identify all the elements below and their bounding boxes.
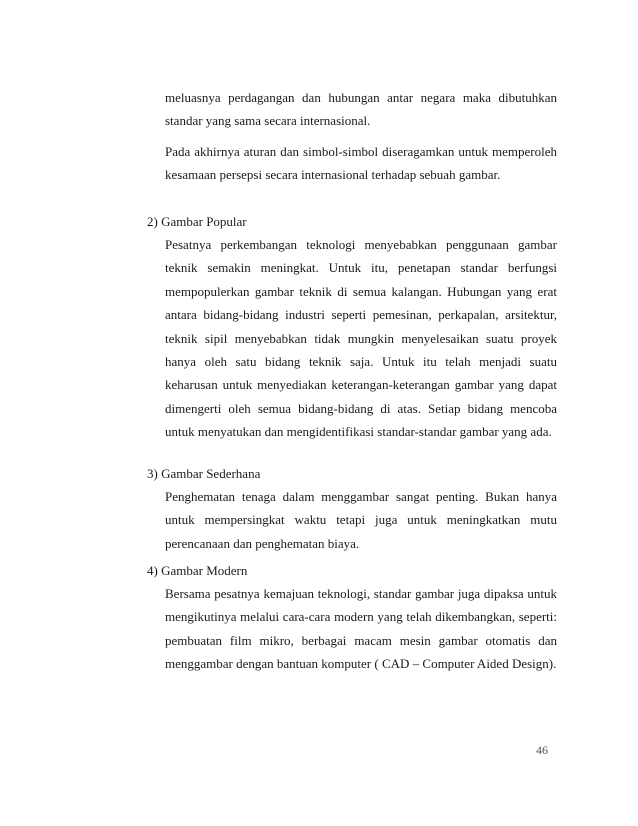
section-body-popular: [165, 233, 557, 444]
section-heading-popular: 2) Gambar Popular: [147, 214, 247, 229]
section-body-modern: [165, 582, 557, 676]
intro-text-1: meluasnya perdagangan dan hubungan antar negara maka dibutuhkan standar yang sama secara internasional.: [165, 90, 557, 129]
section-heading-modern: 4) Gambar Modern: [147, 563, 248, 578]
section-text-modern: Bersama pesatnya kemajuan teknologi, standar gambar juga dipaksa untuk mengikutinya melalui cara-cara modern yang telah dikembangkan, seperti: pembuatan film mikro, berbagai macam mesin gambar otomatis dan menggambar dengan bantuan komputer ( CAD – Computer Aided Design).: [165, 586, 557, 672]
section-text-popular: Pesatnya perkembangan teknologi menyebabkan penggunaan gambar teknik semakin meningkat. Untuk itu, penetapan standar berfungsi mempopulerkan gambar teknik di semua kalangan. Hubungan yang erat antara bidang-bidang industri seperti pemesinan, perkapalan, arsitektur, teknik sipil menyebabkan tidak mungkin menyelesaikan suatu proyek hanya oleh satu bidang teknik saja. Untuk itu telah menjadi suatu keharusan untuk menyediakan keterangan-keterangan gambar yang dapat dimengerti oleh semua bidang-bidang di atas. Setiap bidang mencoba untuk menyatukan dan mengidentifikasi standar-standar gambar yang ada.: [165, 237, 557, 440]
section-body-sederhana: [165, 485, 557, 555]
intro-paragraph-1: [165, 86, 557, 133]
intro-text-2: Pada akhirnya aturan dan simbol-simbol diseragamkan untuk memperoleh kesamaan persepsi secara internasional terhadap sebuah gambar.: [165, 144, 557, 183]
section-heading-sederhana: 3) Gambar Sederhana: [147, 466, 261, 481]
intro-paragraph-2: [165, 140, 557, 187]
section-text-sederhana: Penghematan tenaga dalam menggambar sangat penting. Bukan hanya untuk mempersingkat waktu tetapi juga untuk meningkatkan mutu perencanaan dan penghematan biaya.: [165, 489, 557, 551]
page-number: 46: [536, 743, 548, 757]
